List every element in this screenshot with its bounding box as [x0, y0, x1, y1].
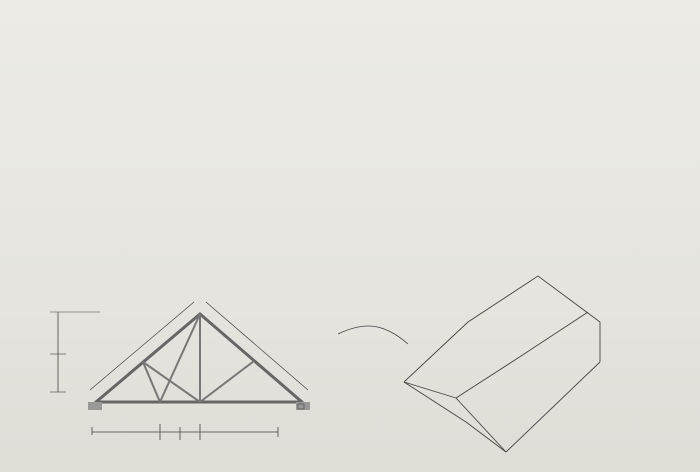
part-b-line-2 [66, 242, 68, 260]
right-load-baseline [206, 302, 308, 390]
return-mark [46, 152, 48, 170]
back-truss-top [456, 312, 588, 398]
return-mark [38, 0, 40, 15]
problem-line-4 [40, 63, 42, 81]
front-truss-top [404, 276, 600, 382]
member-GD [200, 314, 302, 402]
return-mark [46, 207, 48, 225]
member-AG [96, 314, 200, 402]
part-a-line-2 [66, 187, 68, 205]
para2-line-3 [44, 134, 46, 152]
member-CF [200, 361, 254, 402]
truss-figure [40, 272, 330, 462]
left-load-baseline [90, 302, 194, 390]
front-truss-bottom [404, 382, 506, 452]
return-mark [26, 83, 28, 101]
support-left [88, 402, 102, 410]
return-marks-column [620, 268, 640, 428]
truss-bridge-sketch [338, 262, 608, 467]
leader-curve [338, 326, 408, 344]
